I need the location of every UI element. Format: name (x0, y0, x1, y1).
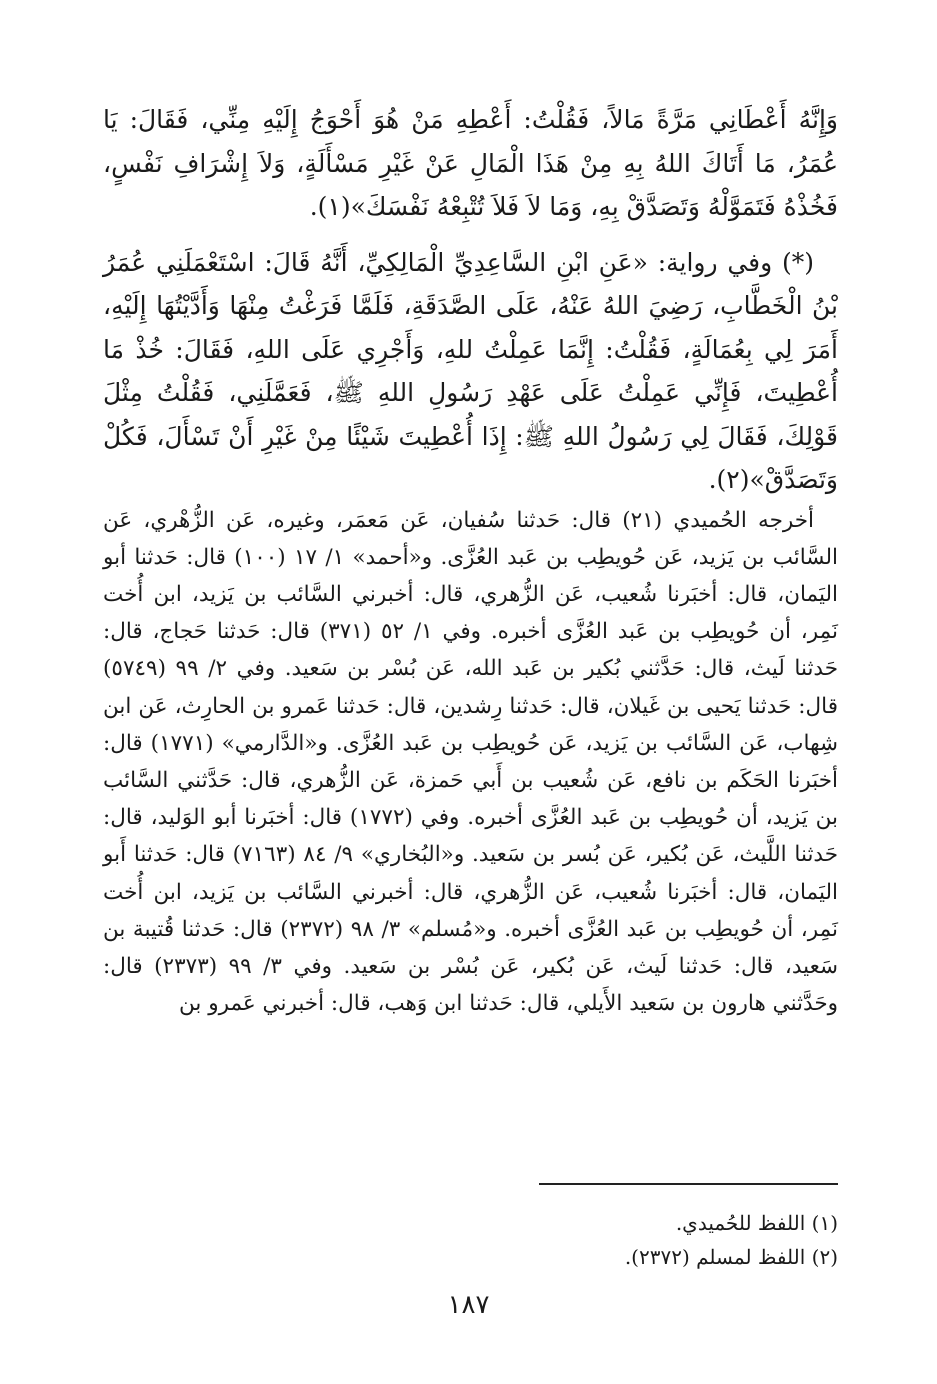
hadith-text (103, 98, 838, 502)
takhrij-section (103, 502, 838, 1023)
page-number: ١٨٧ (447, 1290, 490, 1320)
footnote-1: (١) اللفظ للحُميدي. (675, 1211, 838, 1235)
footnotes (103, 1206, 838, 1274)
page-body (103, 98, 838, 1022)
footnote-2: (٢) اللفظ لمسلم (٢٣٧٢). (624, 1245, 838, 1269)
takhrij-paragraph: أخرجه الحُميدي (٢١) قال: حَدثنا سُفيان، عَن مَعمَر، وغيره، عَن الزُّهْري، عَن السَّائب بن يَزيد، عَن حُويطِب بن عَبد العُزَّى. و«أحمد» ١/ ١٧ (١٠٠) قال: حَدثنا أبو اليَمان، قال: أخبَرنا شُعيب، عَن الزُّهري، قال: أخبرني السَّائب بن يَزيد، ابن أُخت نَمِر، أن حُويطِب بن عَبد العُزَّى أخبره. وفي ١/ ٥٢ (٣٧١) قال: حَدثنا حَجاج، قال: حَدثنا لَيث، قال: حَدَّثني بُكير بن عَبد الله، عَن بُسْر بن سَعيد. وفي ٢/ ٩٩ (٥٧٤٩) قال: حَدثنا يَحيى بن غَيلان، قال: حَدثنا رِشدين، قال: حَدثنا عَمرو بن الحارِث، عَن ابن شِهاب، عَن السَّائب بن يَزيد، عَن حُويطِب بن عَبد العُزَّى. و«الدَّارمي» (١٧٧١) قال: أخبَرنا الحَكَم بن نافع، عَن شُعيب بن أَبي حَمزة، عَن الزُّهري، قال: حَدَّثني السَّائب بن يَزيد، أن حُويطِب بن عَبد العُزَّى أخبره. وفي (١٧٧٢) قال: أخبَرنا أبو الوَليد، قال: حَدثنا اللَّيث، عَن بُكير، عَن بُسر بن سَعيد. و«البُخاري» ٩/ ٨٤ (٧١٦٣) قال: حَدثنا أَبو اليَمان، قال: أخبَرنا شُعيب، عَن الزُّهري، قال: أخبرني السَّائب بن يَزيد، ابن أُخت نَمِر، أن حُويطِب بن عَبد العُزَّى أخبره. و«مُسلم» ٣/ ٩٨ (٢٣٧٢) قال: حَدثنا قُتيبة بن سَعيد، قال: حَدثنا لَيث، عَن بُكير، عَن بُسْر بن سَعيد. وفي ٣/ ٩٩ (٢٣٧٣) قال: وحَدَّثني هارون بن سَعيد الأَيلي، قال: حَدثنا ابن وَهب، قال: أخبرني عَمرو بن (103, 507, 839, 1017)
footnote-separator (539, 1183, 838, 1185)
hadith-paragraph-2: (*) وفي رواية: «عَنِ ابْنِ السَّاعِدِيِّ الْمَالِكِيِّ، أَنَّهُ قَالَ: اسْتَعْمَلَنِي عُمَرُ بْنُ الْخَطَّابِ، رَضِيَ اللهُ عَنْهُ، عَلَى الصَّدَقَةِ، فَلَمَّا فَرَغْتُ مِنْهَا وَأَدَّيْتُهَا إِلَيْهِ، أَمَرَ لِي بِعُمَالَةٍ، فَقُلْتُ: إِنَّمَا عَمِلْتُ للهِ، وَأَجْرِي عَلَى اللهِ، فَقَالَ: خُذْ مَا أُعْطِيتَ، فَإِنِّي عَمِلْتُ عَلَى عَهْدِ رَسُولِ اللهِ ﷺ، فَعَمَّلَنِي، فَقُلْتُ مِثْلَ قَوْلِكَ، فَقَالَ لِي رَسُولُ اللهِ ﷺ: إِذَا أُعْطِيتَ شَيْئًا مِنْ غَيْرِ أَنْ تَسْأَلَ، فَكُلْ وَتَصَدَّقْ»(٢). (103, 247, 838, 494)
hadith-paragraph-1: وَإِنَّهُ أَعْطَانِي مَرَّةً مَالاً، فَقُلْتُ: أَعْطِهِ مَنْ هُوَ أَحْوَجُ إِلَيْهِ مِنِّي، فَقَالَ: يَا عُمَرُ، مَا أَتَاكَ اللهُ بِهِ مِنْ هَذَا الْمَالِ عَنْ غَيْرِ مَسْأَلَةٍ، وَلاَ إِشْرَافِ نَفْسٍ، فَخُذْهُ فَتَمَوَّلْهُ وَتَصَدَّقْ بِهِ، وَمَا لاَ فَلاَ تُتْبِعْهُ نَفْسَكَ»(١). (103, 105, 838, 221)
